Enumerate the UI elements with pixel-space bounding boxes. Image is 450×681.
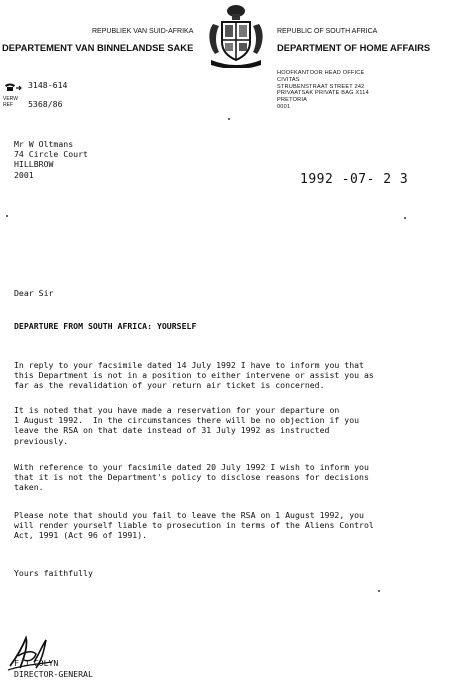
recipient-line: HILLBROW (14, 159, 54, 170)
closing: Yours faithfully (14, 568, 93, 578)
phone-number: 3148-614 (28, 80, 68, 90)
reference-number: 5368/86 (28, 99, 63, 109)
recipient-address (14, 139, 88, 180)
signer-title: DIRECTOR-GENERAL (14, 669, 93, 679)
ref-label-afrikaans: VERW (3, 96, 18, 102)
recipient-line: 74 Circle Court (14, 149, 88, 160)
ref-label (3, 96, 18, 108)
address-line: 0001 (277, 103, 291, 110)
body-paragraph-2: It is noted that you have made a reservation for your departure on 1 August 1992. In the circumstances there will be no objection if you leave the RSA on that date instead of 31 July 1992 as instructed previously. (14, 405, 360, 446)
signer-name: F J COLYN (14, 658, 59, 668)
header-right-department: DEPARTMENT OF HOME AFFAIRS (277, 42, 431, 53)
body-paragraph-4: Please note that should you fail to leave the RSA on 1 August 1992, you will render yourself liable to prosecution in terms of the Aliens Control Act, 1991 (Act 96 of 1991). (14, 510, 374, 541)
header-left-country: REPUBLIEK VAN SUID-AFRIKA (92, 28, 194, 35)
head-office-address (277, 70, 369, 111)
recipient-line: 2001 (14, 169, 34, 180)
scan-speck (378, 590, 380, 592)
header-left-department: DEPARTEMENT VAN BINNELANDSE SAKE (2, 42, 194, 53)
coat-of-arms-emblem (205, 2, 267, 68)
telephone-icon (4, 79, 22, 89)
body-paragraph-1: In reply to your facsimile dated 14 July 1992 I have to inform you that this Department is not in a position to either intervene or assist you as far as the revalidation of your return air ticket is concerned. (14, 360, 374, 391)
scan-speck (404, 217, 406, 219)
address-line: HOOFKANTOOR HEAD OFFICE (277, 70, 365, 76)
header-right-country: REPUBLIC OF SOUTH AFRICA (277, 28, 378, 35)
salutation: Dear Sir (14, 288, 54, 298)
recipient-line: Mr W Oltmans (14, 139, 74, 149)
subject-line: DEPARTURE FROM SOUTH AFRICA: YOURSELF (14, 321, 197, 331)
address-line: STRUBENSTRAAT STREET 242 (277, 83, 365, 90)
address-line: PRIVAATSAK PRIVATE BAG X114 (277, 90, 369, 97)
date-stamp: 1992 -07- 2 3 (300, 172, 409, 187)
scan-speck (6, 215, 8, 217)
scan-speck (228, 118, 230, 120)
address-line: PRETORIA (277, 97, 308, 104)
body-paragraph-3: With reference to your facsimile dated 20 July 1992 I wish to inform you that it is not the Department's policy to disclose reasons for decisions taken. (14, 462, 369, 493)
ref-label-english: REF (3, 102, 13, 108)
address-line: CIVITAS (277, 76, 300, 83)
